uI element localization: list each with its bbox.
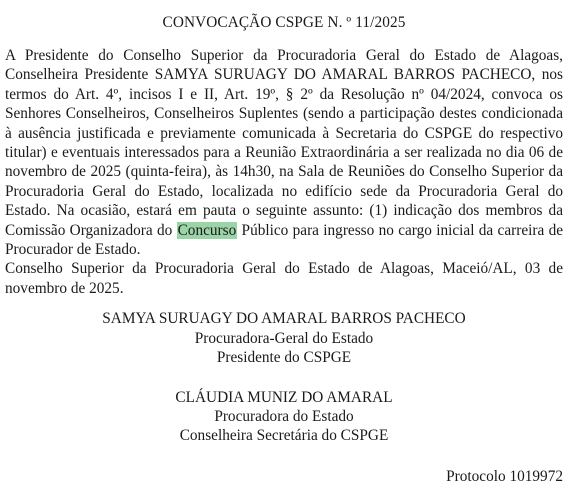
document-title: CONVOCAÇÃO CSPGE N. º 11/2025 xyxy=(162,14,406,31)
signatory-name: CLÁUDIA MUNIZ DO AMARAL xyxy=(175,388,393,406)
signatory-role: Procuradora do Estado xyxy=(214,407,354,425)
paragraph-text-before: A Presidente do Conselho Superior da Procuradoria Geral do Estado de Alagoas, Conselheira Presidente SAMYA SURUAGY DO AMARAL BARROS PACHECO, nos termos do Art. 4º, incisos I e II, Art. 19º, § 2º da Resolução nº 04/2024, convoca os Senhores Conselheiros, Conselheiros Suplentes (sendo a participação destes condicionada à ausência justificada e previamente comunicada à Secretaria do CSPGE do respectivo titular) e eventuais interessados para a Reunião Extraordinária a ser realizada no dia 06 de novembro de 2025 (quinta-feira), às 14h30, na Sala de Reuniões do Conselho Superior da Procuradoria Geral do Estado, localizada no edifício sede da Procuradoria Geral do Estado. Na ocasião, estará em pauta o seguinte assunto: (1) indicação dos membros da Comissão Organizadora do xyxy=(5,47,563,239)
protocol-number: Protocolo 1019972 xyxy=(446,468,563,485)
signatory-position: Conselheira Secretária do CSPGE xyxy=(179,427,389,445)
closing-location-date: Conselho Superior da Procuradoria Geral do Estado de Alagoas, Maceió/AL, 03 de novembro de 2025. xyxy=(5,260,563,297)
signature-block-secretary xyxy=(5,388,563,446)
convocation-paragraph xyxy=(5,46,563,259)
signatory-name: SAMYA SURUAGY DO AMARAL BARROS PACHECO xyxy=(102,310,466,328)
highlighted-search-term: Concurso xyxy=(177,221,237,239)
signatory-role: Procuradora-Geral do Estado xyxy=(194,329,374,347)
signatory-position: Presidente do CSPGE xyxy=(216,349,352,367)
signature-block-president xyxy=(5,309,563,367)
paragraph-text-after: Público para ingresso no cargo inicial da carreira de Procurador de Estado. xyxy=(5,221,564,259)
document-page xyxy=(5,0,563,446)
